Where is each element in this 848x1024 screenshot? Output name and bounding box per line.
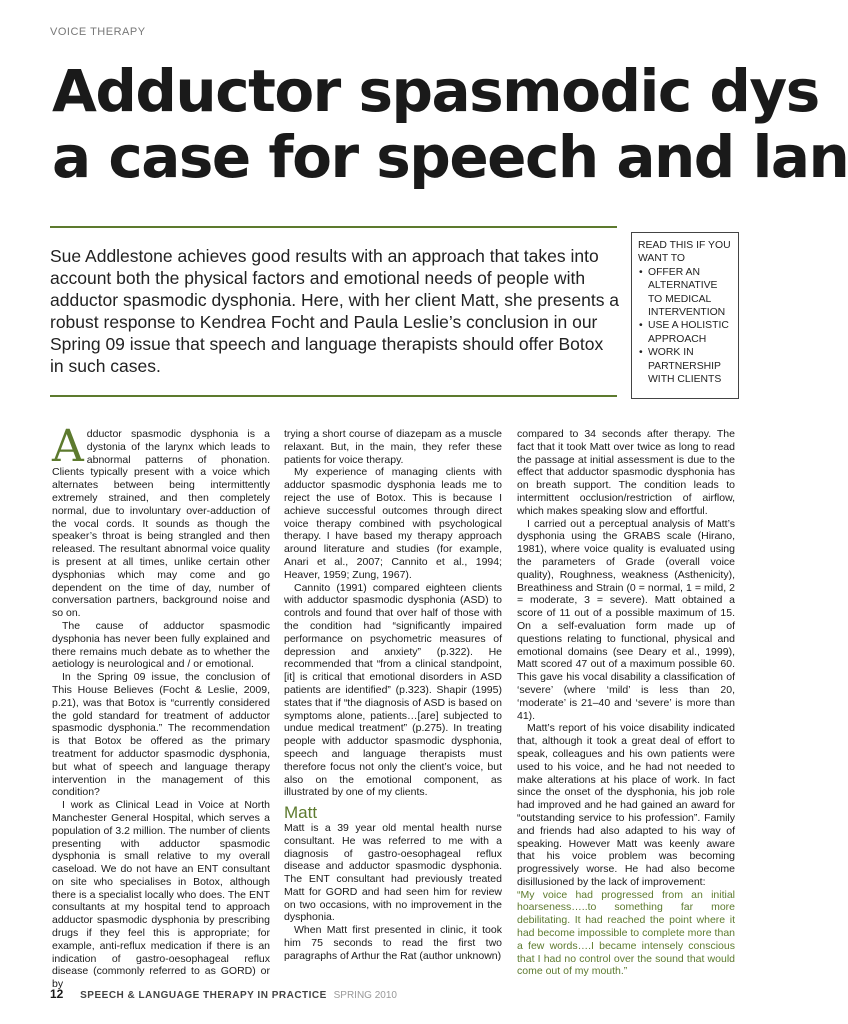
body-paragraph: Matt’s report of his voice disability indicated that, although it took a great deal of effort to speak, colleagues and his own patients were used to his voice, and he had not needed to make alterations at his place of work. In fact since the onset of the dysphonia, his job role had improved and he had gained an award for “outstanding service to his profession”. Family and friends had also adapted to his way of speaking. However Matt was keenly aware that his voice problem was becoming progressively worse. He had also become disillusioned by the lack of improvement: (517, 722, 735, 888)
read-this-title: READ THIS IF YOU WANT TO (638, 240, 731, 265)
read-this-list (638, 266, 732, 387)
body-paragraph: Adductor spasmodic dysphonia is a dystonia of the larynx which leads to abnormal patterns of phonation. Clients typically present with a voice which alternates between being intermittently extremely strained, and then completely normal, due to involuntary over-adduction of the vocal cords. It sounds as though the speaker’s throat is being strangled and then released. The resultant abnormal voice quality is present at all times, unlike certain other dysphonias which may come and go dependent on the time of day, number of conversation partners, background noise and so on. (52, 421, 270, 620)
body-paragraph: compared to 34 seconds after therapy. The fact that it took Matt over twice as long to read the passage at initial assessment is due to the effect that adductor spasmodic dysphonia has on breath support. The condition leads to intermittent occlusion/restriction of airflow, which makes speaking slow and effortful. (517, 428, 735, 517)
page-number: 12 (50, 987, 64, 1001)
headline-line-1: Adductor spasmodic dys (52, 57, 819, 125)
headline (52, 57, 848, 191)
body-paragraph: The cause of adductor spasmodic dysphonia has never been fully explained and there remains much debate as to whether the aetiology is neurological and / or emotional. (52, 619, 270, 671)
body-paragraph: I work as Clinical Lead in Voice at North Manchester General Hospital, which serves a population of 3.2 million. The number of clients presenting with adductor spasmodic dysphonia is small relative to my overall caseload. We do not have an ENT consultant on site who specialises in Botox, although there is a specialist locally who does. The ENT consultants at my hospital tend to approach adductor spasmodic dysphonia by prescribing drugs if they feel this is appropriate; for example, anti-reflux medication if there is an indication of gastro-oesophageal reflux disease (commonly referred to as GORD) or by (52, 799, 270, 991)
headline-line-2: a case for speech and lan (52, 123, 848, 191)
read-this-item: • OFFER AN ALTERNATIVE TO MEDICAL INTERVENTION (638, 266, 732, 320)
top-divider (50, 226, 617, 228)
body-paragraph: When Matt first presented in clinic, it took him 75 seconds to read the first two paragraphs of Arthur the Rat (author unknown) (284, 924, 502, 962)
body-paragraph: Matt is a 39 year old mental health nurse consultant. He was referred to me with a diagnosis of gastro-oesophageal reflux disease and adductor spasmodic dysphonia. The ENT consultant had previously treated Matt for GORD and had seen him for review on two occasions, with no improvement in the dysphonia. (284, 821, 502, 924)
body-paragraph: Cannito (1991) compared eighteen clients with adductor spasmodic dysphonia (ASD) to controls and found that over half of those with the condition had “significantly impaired performance on psychometric measures of depression and anxiety” (p.322). He recommended that “from a clinical standpoint, [it] is critical that emotional disorders in ASD patients are identified” (p.323). Shapir (1995) states that if “the diagnosis of ASD is based on symptoms alone, patients…[are] subjected to undue medical treatment” (p.275). In treating people with adductor spasmodic dysphonia, speech and language therapists must therefore focus not only the client’s voice, but also on the emotional component, as illustrated by one of my clients. (284, 581, 502, 799)
read-this-item: • USE A HOLISTIC APPROACH (638, 319, 732, 346)
body-paragraph: I carried out a perceptual analysis of Matt’s dysphonia using the GRABS scale (Hirano, 1981), where voice quality is evaluated using the parameters of Grade (overall voice quality), Roughness, weakness (Asthenicity), Breathiness and Strain (0 = normal, 1 = mild, 2 = moderate, 3 = severe). Matt obtained a score of 11 out of a possible maximum of 15. On a self-evaluation form made up of questions relating to functional, physical and emotional domains (see Deary et al., 1999), Matt scored 47 out of a maximum possible 60. This gave his vocal disability a classification of ‘severe’ (where ‘mild’ is less than 20, ‘moderate’ is 21–40 and ‘severe’ is more than 41). (517, 517, 735, 722)
page-footer (50, 987, 397, 1001)
bottom-divider (50, 395, 617, 397)
section-label: VOICE THERAPY (50, 26, 146, 38)
body-paragraph: My experience of managing clients with adductor spasmodic dysphonia leads me to reject the use of Botox. This is because I achieve successful outcomes through direct voice therapy combined with psychological therapy. I have based my therapy approach around literature and studies (for example, Anari et al., 2007; Cannito et al., 1994; Heaver, 1959; Zung, 1967). (284, 466, 502, 581)
issue-label: SPRING 2010 (333, 990, 397, 1001)
client-quote: “My voice had progressed from an initial hoarseness…..to something far more debilitating. It had reached the point where it had become impossible to complete more than a few words….I became intensely conscious that I had no control over the sound that would come out of my mouth.” (517, 888, 735, 978)
read-this-item: • WORK IN PARTNERSHIP WITH CLIENTS (638, 346, 732, 386)
magazine-name: SPEECH & LANGUAGE THERAPY IN PRACTICE (80, 990, 327, 1001)
standfirst: Sue Addlestone achieves good results with an approach that takes into account both the physical factors and emotional needs of people with adductor spasmodic dysphonia. Here, with her client Matt, she presents a robust response to Kendrea Focht and Paula Leslie’s conclusion in our Spring 09 issue that speech and language therapists should offer Botox in such cases. (50, 246, 620, 376)
body-paragraph: trying a short course of diazepam as a muscle relaxant. But, in the main, they refer these patients for voice therapy. (284, 428, 502, 466)
body-paragraph: In the Spring 09 issue, the conclusion of This House Believes (Focht & Leslie, 2009, p.21), was that Botox is “currently considered the gold standard for treatment of adductor spasmodic dysphonia.” The recommendation is that Botox be offered as the primary treatment for adductor spasmodic dysphonia, but what of speech and language therapy intervention in the management of this condition? (52, 671, 270, 799)
body-column-2 (284, 428, 502, 963)
drop-cap: A (52, 421, 84, 472)
subheading-matt: Matt (284, 803, 318, 823)
body-column-1 (52, 421, 270, 991)
body-column-3 (517, 428, 735, 978)
read-this-box (631, 232, 739, 399)
